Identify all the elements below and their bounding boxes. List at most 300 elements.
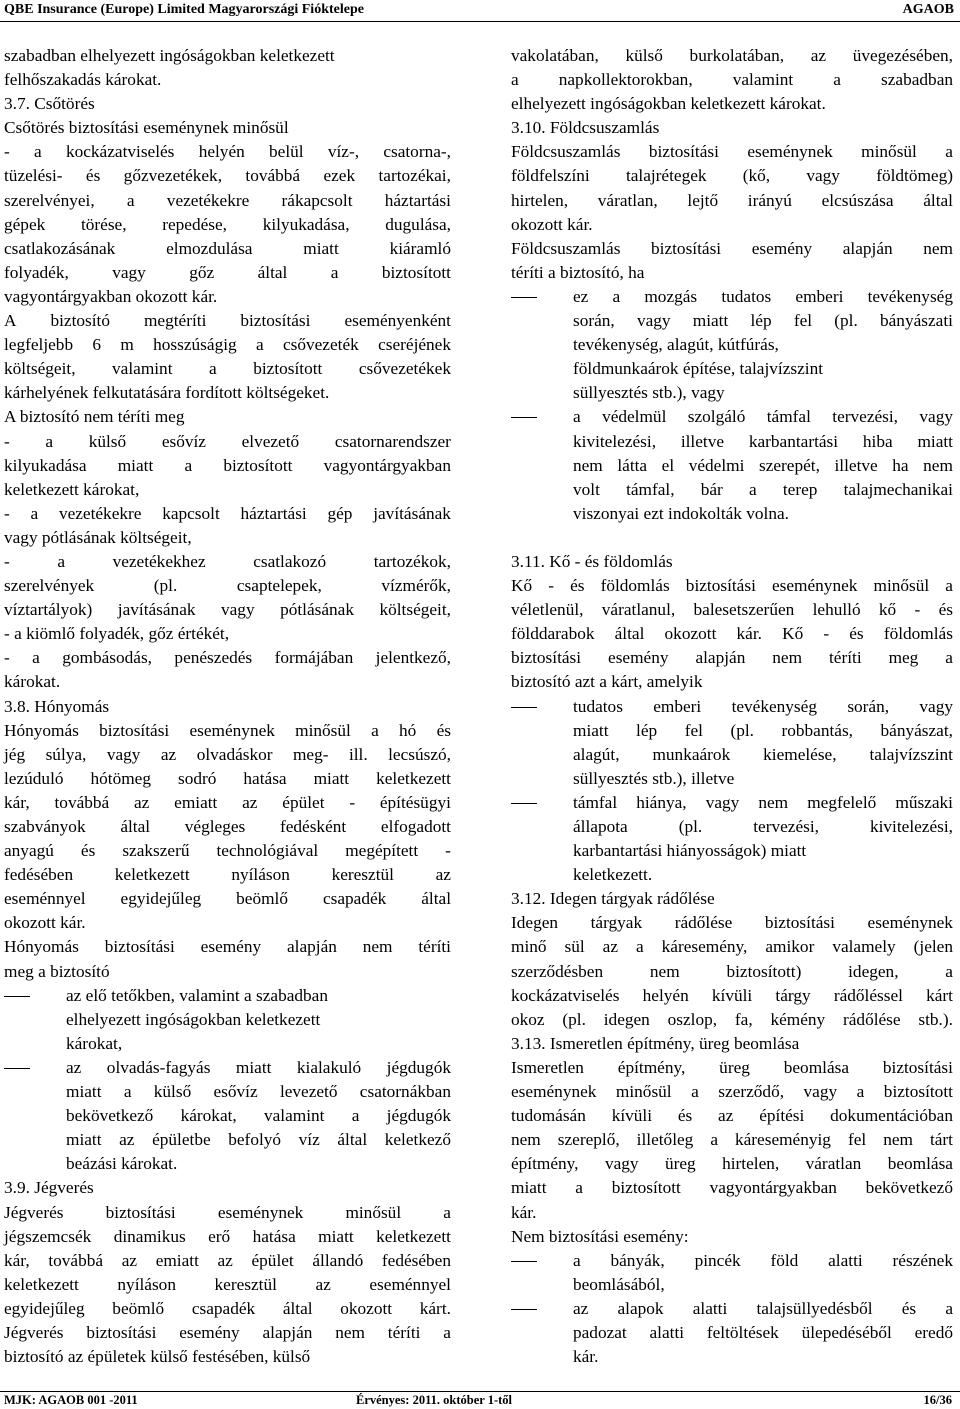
word: vagy: [806, 166, 840, 186]
word: földomlás: [600, 576, 670, 596]
word: vagy: [112, 262, 146, 282]
word: szakszerű: [122, 841, 190, 861]
word: és: [677, 1106, 693, 1126]
word: Jégverés: [4, 1202, 64, 1222]
word: földdarabok: [511, 624, 595, 644]
word: csapadék: [191, 1298, 256, 1318]
word: miatt: [511, 1178, 547, 1198]
text-line: keletkezett.: [573, 865, 653, 885]
word: az: [119, 1130, 135, 1150]
text-line: meg a biztosító: [4, 961, 110, 981]
word: kockázatviselés: [65, 142, 175, 162]
word: által: [421, 889, 451, 909]
word: beomlása: [783, 1057, 850, 1077]
word: az: [121, 1250, 138, 1270]
word: az: [718, 1106, 734, 1126]
word: egyidejűleg: [4, 1298, 85, 1318]
text-line: A biztosító nem téríti meg: [4, 407, 185, 427]
text-line: földmunkaárok építése, talajvízszint: [573, 359, 824, 379]
word: emiatt: [155, 1250, 199, 1270]
word: alapján: [695, 648, 746, 668]
text-line-justified: [573, 719, 953, 743]
text-line-justified: [66, 1104, 451, 1128]
word: -: [4, 503, 10, 523]
word: állandó: [312, 1250, 364, 1270]
word: miatt: [117, 455, 154, 475]
text-line-justified: [573, 815, 953, 839]
word: talajvízszint: [869, 744, 953, 764]
text-line-justified: [4, 213, 451, 237]
word: keresztül: [331, 865, 394, 885]
word: szerelvények: [4, 576, 95, 596]
word: csatlakozó: [253, 551, 327, 571]
dash-bullet-icon: [511, 405, 573, 525]
word: állapota: [573, 817, 628, 836]
word: kárt.: [419, 1298, 451, 1318]
word: továbbá: [54, 792, 110, 812]
document-code: AGAOB: [902, 2, 954, 17]
dash-list-item: [511, 405, 953, 525]
text-line: 3.8. Hónyomás: [4, 696, 110, 716]
word: hatása: [243, 768, 287, 788]
word: szabványok: [4, 817, 86, 836]
text-line: kárhelyének felkutatására fordított költségeket.: [4, 383, 330, 403]
word: biztosítási: [105, 1202, 176, 1222]
word: okozott: [664, 624, 717, 644]
word: szerelvényei,: [4, 190, 95, 210]
word: a: [57, 551, 65, 571]
word: meg: [888, 648, 919, 668]
word: csatornákban: [359, 1082, 451, 1102]
text-line-justified: [4, 502, 451, 526]
word: folyadék,: [4, 262, 69, 282]
dash-item-text: [573, 791, 953, 887]
word: karbantartási: [748, 431, 839, 451]
word: üreg: [664, 1154, 696, 1174]
word: vagy: [803, 1082, 838, 1102]
word: épület: [282, 792, 325, 812]
text-line: keletkezett károkat,: [4, 479, 140, 499]
text-line-justified: [4, 719, 451, 743]
word: minősül: [873, 576, 930, 596]
word: védelmül: [602, 407, 667, 427]
word: gép: [327, 503, 353, 523]
word: a: [710, 1130, 718, 1150]
word: lép: [750, 311, 772, 331]
word: jégdugók: [386, 1057, 451, 1077]
text-line-justified: [4, 935, 451, 959]
word: nyíláson: [231, 865, 290, 885]
word: technológiával: [216, 841, 319, 861]
text-line-justified: [573, 309, 953, 333]
word: külső: [153, 1082, 192, 1102]
word: tervezési,: [753, 817, 819, 836]
word: szolgáló: [687, 407, 746, 427]
word: és: [80, 841, 96, 861]
word: az: [160, 744, 177, 764]
word: javításának: [117, 600, 196, 620]
word: kár,: [4, 792, 30, 812]
word: talajmechanikai: [843, 479, 953, 499]
word: befolyó: [228, 1130, 282, 1150]
word: tudatos: [721, 286, 772, 306]
text-line-justified: [4, 767, 451, 791]
word: nem: [923, 238, 953, 258]
word: hosszúságig: [153, 335, 237, 355]
word: vezetékekhez: [112, 551, 206, 571]
word: jég: [4, 744, 26, 764]
word: hótömeg: [90, 768, 151, 788]
word: biztosító: [50, 311, 110, 331]
word: védelmi: [688, 455, 745, 475]
word: vagy: [636, 311, 671, 331]
word: gőzvezetékek,: [123, 166, 223, 186]
word: bár: [700, 479, 723, 499]
dash-list-item: [511, 285, 953, 405]
word: csapadék: [322, 889, 387, 909]
word: kialakuló: [296, 1057, 362, 1077]
word: lezúduló: [4, 768, 64, 788]
word: rádőlése: [843, 1009, 901, 1029]
word: nem: [362, 937, 393, 957]
word: továbbá: [245, 166, 301, 186]
word: vagy: [919, 696, 953, 716]
word: robbantás,: [781, 720, 853, 740]
word: külső: [625, 46, 663, 65]
word: idegen: [603, 1009, 650, 1029]
word: illetőleg: [636, 1130, 694, 1150]
word: miatt: [303, 238, 339, 258]
word: a: [945, 648, 953, 668]
word: kivitelezési,: [573, 431, 657, 451]
dash-bullet-icon: [511, 285, 573, 405]
word: a: [330, 262, 339, 282]
dash-list-item: [511, 1297, 953, 1369]
word: anyagú: [4, 841, 54, 861]
word: legfeljebb: [4, 335, 74, 355]
text-line: - a kiömlő folyadék, gőz értékét,: [4, 624, 230, 644]
word: elfogadott: [380, 817, 451, 836]
word: fel: [684, 720, 703, 740]
word: elcsúszása: [821, 190, 894, 210]
text-line-justified: [573, 791, 953, 815]
word: Földcsuszamlás: [511, 238, 621, 258]
header-divider: [0, 21, 960, 22]
word: (pl.: [730, 720, 754, 740]
word: támfal: [573, 792, 618, 812]
word: minősül: [295, 720, 351, 740]
word: keletkezett: [4, 1274, 79, 1294]
word: -: [349, 792, 356, 812]
text-line-justified: [573, 478, 953, 502]
word: az: [573, 1298, 589, 1318]
text-line: 3.12. Idegen tárgyak rádőlése: [511, 889, 715, 909]
word: a: [123, 1082, 132, 1102]
word: talajrétegek: [625, 166, 707, 186]
footer-doc-id: MJK: AGAOB 001 -2011: [4, 1393, 138, 1407]
word: vagy: [221, 600, 255, 620]
word: csővezetékek: [358, 359, 451, 379]
word: vagyontárgyakban: [709, 1178, 837, 1198]
word: formájában: [274, 648, 354, 668]
word: sodró: [178, 768, 217, 788]
text-line-justified: [573, 1297, 953, 1321]
text-line-justified: [4, 550, 451, 574]
word: víz-,: [327, 142, 360, 162]
text-line: 3.7. Csőtörés: [4, 94, 95, 114]
word: beomlása: [887, 1154, 953, 1174]
word: keletkező: [384, 1130, 451, 1150]
word: dinamikus: [113, 1226, 186, 1246]
text-line-justified: [4, 189, 451, 213]
word: eredő: [914, 1322, 953, 1342]
word: gombásodás,: [62, 648, 153, 668]
word: oszlop,: [667, 1009, 718, 1029]
word: esővíz: [161, 431, 206, 451]
text-line-justified: [573, 454, 953, 478]
word: a: [636, 937, 644, 957]
text-line: Nem biztosítási esemény:: [511, 1226, 689, 1246]
word: kár,: [4, 1250, 30, 1270]
text-line-justified: [511, 1104, 953, 1128]
word: kémény: [770, 1009, 826, 1029]
left-column: [4, 44, 451, 1369]
word: tartozékok,: [373, 551, 451, 571]
word: kívüli: [611, 1106, 653, 1126]
word: során,: [847, 696, 890, 716]
word: miatt: [917, 431, 953, 451]
text-line-justified: [4, 357, 451, 381]
text-line-justified: [573, 743, 953, 767]
text-line-justified: [511, 140, 953, 164]
word: esemény: [200, 937, 262, 957]
word: nem: [573, 455, 603, 475]
text-line-justified: [511, 911, 953, 935]
dash-item-text: [573, 695, 953, 791]
text-line-justified: [511, 1176, 953, 1200]
word: illetve: [680, 431, 725, 451]
word: biztosítási: [240, 311, 311, 331]
text-line: elhelyezett ingóságokban keletkezett károkat.: [511, 94, 826, 114]
dash-list-item: [511, 695, 953, 791]
word: feltöltések: [706, 1322, 779, 1342]
text-line-justified: [4, 1201, 451, 1225]
word: bányák,: [610, 1250, 665, 1270]
word: téríti: [828, 648, 862, 668]
text-line: biztosító az épületek külső festésében, külső: [4, 1347, 311, 1367]
word: hirtelen,: [722, 1154, 780, 1174]
text-line-justified: [4, 140, 451, 164]
word: Kő: [511, 576, 533, 596]
word: hiánya,: [636, 792, 687, 812]
word: (pl.: [678, 817, 703, 836]
word: által: [923, 190, 953, 210]
word: vezetékekre: [166, 190, 250, 210]
word: által: [337, 1130, 368, 1150]
word: a: [945, 961, 953, 981]
word: részének: [892, 1250, 953, 1270]
word: minősül: [345, 1202, 402, 1222]
word: végleges: [184, 817, 246, 836]
word: kilyukadása,: [262, 214, 350, 234]
word: gőz: [189, 262, 215, 282]
word: minősül: [615, 1082, 672, 1102]
word: téríti: [418, 937, 451, 957]
word: bányászati: [880, 311, 953, 331]
dash-list-item: [4, 984, 451, 1056]
word: Földcsuszamlás: [511, 142, 621, 162]
text-line: 3.13. Ismeretlen építmény, üreg beomlása: [511, 1033, 800, 1053]
text-line-justified: [511, 935, 953, 959]
word: jégdugók: [386, 1106, 451, 1126]
word: hatása: [252, 1226, 296, 1246]
text-line-justified: [511, 1056, 953, 1080]
word: és: [938, 600, 953, 620]
word: tárt: [929, 1130, 953, 1150]
word: kapcsolt: [162, 503, 220, 523]
word: (kő,: [742, 166, 771, 186]
word: háztartási: [240, 503, 307, 523]
word: -: [4, 551, 10, 571]
word: a: [573, 1250, 581, 1270]
word: a: [856, 1082, 865, 1102]
word: helyén: [642, 985, 689, 1005]
word: károkat,: [180, 1106, 237, 1126]
word: föld: [770, 1250, 799, 1270]
word: nyíláson: [117, 1274, 176, 1294]
word: szerződő,: [718, 1082, 785, 1102]
word: sül: [564, 937, 585, 957]
text-line-justified: [4, 1249, 451, 1273]
word: emberi: [653, 696, 702, 716]
word: Kő: [782, 624, 804, 644]
word: a: [443, 1202, 451, 1222]
word: keletkezett: [376, 1226, 451, 1246]
word: építmény,: [511, 1154, 579, 1174]
text-line-justified: [511, 622, 953, 646]
word: külső: [88, 431, 127, 451]
word: alagút,: [573, 744, 620, 764]
word: káreseményig: [734, 1130, 831, 1150]
text-line: elhelyezett ingóságokban keletkezett: [66, 1009, 321, 1029]
word: kiáramló: [389, 238, 451, 258]
word: nem: [649, 961, 680, 981]
word: nem: [335, 1322, 365, 1342]
text-line-justified: [511, 960, 953, 984]
word: vagy: [106, 744, 141, 764]
text-line-justified: [573, 1249, 953, 1273]
word: váratlan,: [597, 190, 658, 210]
paragraph-gap: [511, 526, 953, 550]
word: az: [242, 792, 258, 812]
word: hó: [399, 720, 417, 740]
word: tudomásán: [511, 1106, 586, 1126]
word: keletkezett: [376, 768, 451, 788]
word: miatt: [66, 1130, 102, 1150]
word: (pl.: [834, 311, 858, 331]
text-line-justified: [511, 646, 953, 670]
word: esővíz: [213, 1082, 258, 1102]
text-line-justified: [66, 1056, 451, 1080]
dash-item-text: [573, 285, 953, 405]
word: vagy: [919, 407, 953, 427]
word: Ismeretlen: [511, 1057, 584, 1077]
word: által: [120, 817, 151, 836]
word: a: [575, 1178, 583, 1198]
text-line: vagyontárgyakban okozott kár.: [4, 286, 218, 306]
word: tárgy: [775, 985, 811, 1005]
word: szereplő,: [557, 1130, 620, 1150]
word: pótlásának: [280, 600, 354, 620]
word: biztosított: [883, 1082, 953, 1102]
word: és: [570, 576, 585, 596]
page-header: [0, 0, 960, 19]
word: fedésként: [279, 817, 347, 836]
text-line-justified: [573, 285, 953, 309]
word: súlya,: [45, 744, 87, 764]
word: hiba: [862, 431, 893, 451]
word: burkolatában,: [689, 46, 785, 65]
word: egyidejűleg: [120, 889, 202, 909]
word: vagy: [604, 1154, 639, 1174]
word: a: [184, 455, 193, 475]
word: -: [4, 431, 10, 451]
word: víztartályok): [4, 600, 93, 620]
word: az: [134, 792, 150, 812]
word: szerződésben: [511, 961, 604, 981]
word: vagy: [705, 792, 740, 812]
text-line-justified: [573, 405, 953, 429]
dash-item-text: [573, 405, 953, 525]
word: biztosítási: [764, 913, 835, 933]
word: biztosítási: [511, 648, 582, 668]
word: biztosított: [223, 455, 293, 475]
word: biztosítási: [648, 142, 719, 162]
text-line-justified: [511, 574, 953, 598]
word: továbbá: [48, 1250, 104, 1270]
word: földomlás: [883, 624, 953, 644]
word: gépek: [4, 214, 46, 234]
word: (pl.: [562, 1009, 586, 1029]
word: fedésében: [381, 1250, 451, 1270]
word: stb.).: [918, 1009, 953, 1029]
text-line: okozott kár.: [4, 913, 86, 933]
word: eseménynek: [867, 913, 953, 933]
word: biztosítási: [685, 576, 756, 596]
word: a: [573, 407, 581, 427]
text-line: téríti a biztosító, ha: [511, 262, 645, 282]
text-line: károkat.: [4, 672, 61, 692]
word: lehulló: [812, 600, 861, 620]
word: eseménynek: [217, 1202, 304, 1222]
text-line-justified: [4, 1273, 451, 1297]
dash-list-item: [4, 1056, 451, 1176]
dash-bullet-icon: [511, 791, 573, 887]
word: bekövetkező: [865, 1178, 953, 1198]
text-line-justified: [4, 454, 451, 478]
word: -: [823, 624, 830, 644]
word: kívüli: [711, 985, 753, 1005]
word: véletlenül,: [511, 600, 584, 620]
word: földfelszíni: [511, 166, 590, 186]
word: belül: [269, 142, 304, 162]
word: dugulása,: [385, 214, 451, 234]
word: költségeit,: [4, 359, 76, 379]
word: csatlakozásának: [4, 238, 116, 258]
word: biztosítási: [104, 937, 175, 957]
word: váratlanul,: [601, 600, 676, 620]
text-line-justified: [511, 984, 953, 1008]
